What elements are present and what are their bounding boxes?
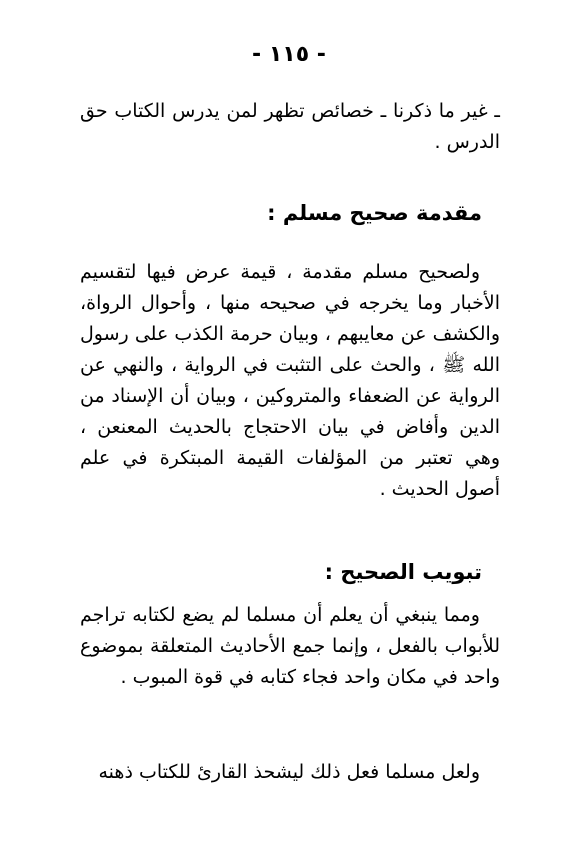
section-paragraph-muqaddima: ولصحيح مسلم مقدمة ، قيمة عرض فيها لتقسيم الأخبار وما يخرجه في صحيحه منها ، وأحوال الرواة، والكشف عن معايبهم ، وبيان حرمة الكذب على رسول الله ﷺ ، والحث على التثبت في الرواية ، والنهي عن الرواية عن الضعفاء والمتروكين ، وبيان أن الإسناد من الدين وأفاض في بيان الاحتجاج بالحديث المعنعن ، وهي تعتبر من المؤلفات القيمة المبتكرة في علم أصول الحديث . [80,261,500,500]
page-number: - ١١٥ - [252,42,326,67]
intro-paragraph: ـ غير ما ذكرنا ـ خصائص تظهر لمن يدرس الكتاب حق الدرس . [80,100,500,153]
section-paragraph-tabwib: ومما ينبغي أن يعلم أن مسلما لم يضع لكتابه تراجم للأبواب بالفعل ، وإنما جمع الأحاديث المتعلقة بموضوع واحد في مكان واحد فجاء كتابه في قوة المبوب . [80,604,500,688]
section-heading-tabwib: تبويب الصحيح : [324,560,482,584]
continuation-paragraph: ولعل مسلما فعل ذلك ليشحذ القارئ للكتاب ذهنه [98,761,480,783]
section-heading-muqaddima: مقدمة صحيح مسلم : [267,201,482,225]
